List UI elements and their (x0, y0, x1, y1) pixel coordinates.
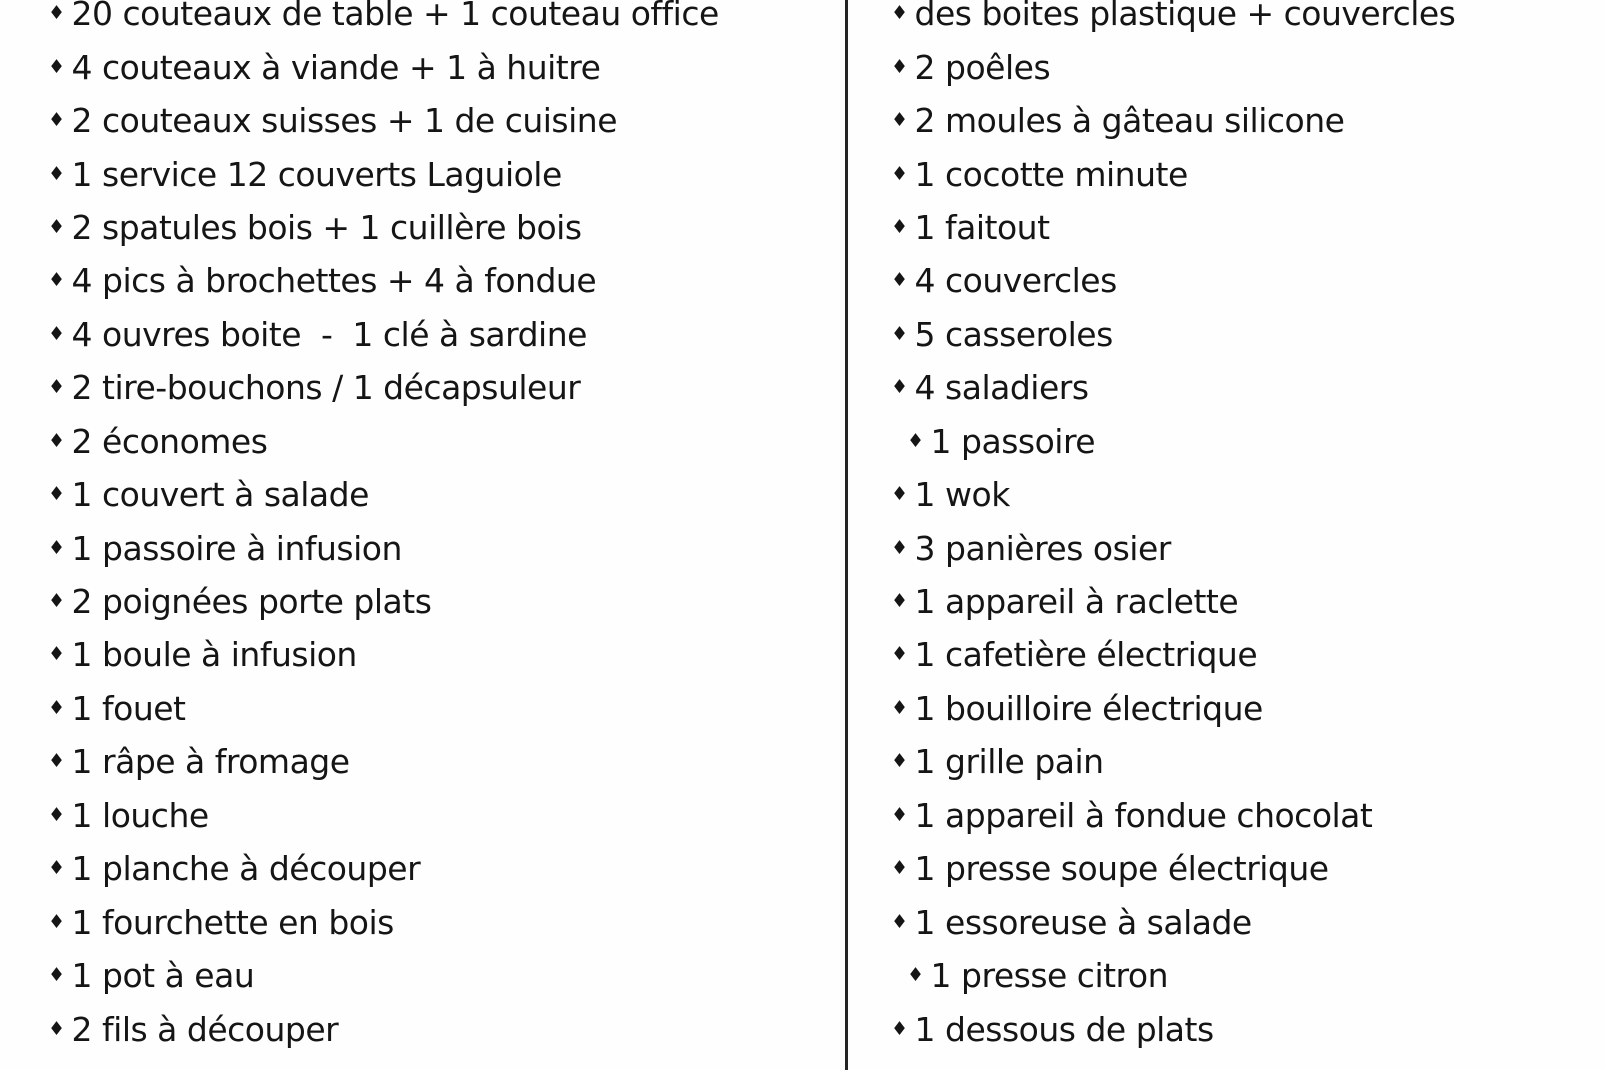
list-item (891, 895, 1455, 948)
list-item-text: 4 pics à brochettes + 4 à fondue (71, 261, 597, 301)
list-item-text: 4 saladiers (914, 368, 1089, 408)
bullet-icon: ♦ (48, 109, 65, 132)
list-item (48, 254, 719, 307)
bullet-icon: ♦ (891, 803, 908, 826)
bullet-icon: ♦ (48, 590, 65, 613)
bullet-icon: ♦ (48, 162, 65, 185)
list-item (48, 789, 719, 842)
list-item-text: 2 moules à gâteau silicone (914, 101, 1345, 141)
list-item (48, 628, 719, 681)
list-item-text: 1 service 12 couverts Laguiole (71, 154, 562, 194)
list-item (48, 147, 719, 200)
bullet-icon: ♦ (891, 376, 908, 399)
list-item (48, 1002, 719, 1055)
list-item-text: 1 planche à découper (71, 849, 421, 889)
list-item (891, 575, 1455, 628)
list-item-text: 1 faitout (914, 207, 1050, 247)
list-item-text: 1 bouilloire électrique (914, 688, 1263, 728)
bullet-icon: ♦ (48, 269, 65, 292)
bullet-icon: ♦ (48, 1017, 65, 1040)
list-item (891, 1002, 1455, 1055)
list-item (48, 361, 719, 414)
list-item-text: des boites plastique + couvercles (914, 0, 1456, 34)
list-item-text: 2 spatules bois + 1 cuillère bois (71, 207, 582, 247)
bullet-icon: ♦ (48, 429, 65, 452)
bullet-icon: ♦ (891, 536, 908, 559)
bullet-icon: ♦ (48, 750, 65, 773)
list-item (891, 628, 1455, 681)
bullet-icon: ♦ (907, 964, 924, 987)
bullet-icon: ♦ (891, 696, 908, 719)
list-item-text: 1 fouet (71, 688, 186, 728)
bullet-icon: ♦ (48, 2, 65, 25)
list-item-text: 1 râpe à fromage (71, 742, 350, 782)
list-item-text: 2 tire-bouchons / 1 décapsuleur (71, 368, 581, 408)
list-item-text: 1 louche (71, 795, 209, 835)
list-item (48, 949, 719, 1002)
list-item-text: 1 presse soupe électrique (914, 849, 1329, 889)
bullet-icon: ♦ (891, 483, 908, 506)
list-item (891, 147, 1455, 200)
bullet-icon: ♦ (891, 55, 908, 78)
list-item (907, 415, 1455, 468)
list-item-text: 1 grille pain (914, 742, 1104, 782)
list-item-text: 1 boule à infusion (71, 635, 357, 675)
list-item (891, 94, 1455, 147)
list-item-text: 1 essoreuse à salade (914, 902, 1252, 942)
left-column-list (48, 0, 719, 1056)
list-item (891, 361, 1455, 414)
list-item-text: 1 passoire (930, 421, 1096, 461)
list-item-text: 1 presse citron (930, 956, 1169, 996)
list-item (48, 201, 719, 254)
list-item (48, 521, 719, 574)
list-item (891, 0, 1455, 40)
list-item (891, 842, 1455, 895)
list-item-text: 1 fourchette en bois (71, 902, 394, 942)
list-item (891, 40, 1455, 93)
list-item-text: 4 couvercles (914, 261, 1117, 301)
bullet-icon: ♦ (891, 590, 908, 613)
bullet-icon: ♦ (48, 910, 65, 933)
bullet-icon: ♦ (48, 964, 65, 987)
list-item-text: 2 poêles (914, 47, 1051, 87)
list-item (891, 735, 1455, 788)
bullet-icon: ♦ (907, 429, 924, 452)
list-item-text: 1 appareil à fondue chocolat (914, 795, 1373, 835)
list-item (891, 682, 1455, 735)
list-item (48, 895, 719, 948)
list-item-text: 1 dessous de plats (914, 1009, 1214, 1049)
bullet-icon: ♦ (891, 109, 908, 132)
bullet-icon: ♦ (891, 910, 908, 933)
list-item-text: 2 couteaux suisses + 1 de cuisine (71, 101, 617, 141)
bullet-icon: ♦ (891, 322, 908, 345)
list-item-text: 1 pot à eau (71, 956, 255, 996)
right-column-list (891, 0, 1455, 1056)
bullet-icon: ♦ (891, 1017, 908, 1040)
list-item (48, 468, 719, 521)
bullet-icon: ♦ (48, 322, 65, 345)
bullet-icon: ♦ (891, 162, 908, 185)
bullet-icon: ♦ (891, 643, 908, 666)
bullet-icon: ♦ (891, 2, 908, 25)
list-item-text: 5 casseroles (914, 314, 1113, 354)
bullet-icon: ♦ (48, 857, 65, 880)
list-item-text: 3 panières osier (914, 528, 1171, 568)
list-item-text: 1 couvert à salade (71, 475, 369, 515)
bullet-icon: ♦ (48, 215, 65, 238)
list-item-text: 1 passoire à infusion (71, 528, 402, 568)
bullet-icon: ♦ (48, 803, 65, 826)
list-item-text: 1 wok (914, 475, 1010, 515)
list-item (48, 735, 719, 788)
bullet-icon: ♦ (48, 483, 65, 506)
bullet-icon: ♦ (48, 643, 65, 666)
list-item (48, 40, 719, 93)
list-item (891, 468, 1455, 521)
bullet-icon: ♦ (48, 696, 65, 719)
list-item (48, 682, 719, 735)
list-item (48, 842, 719, 895)
list-item-text: 1 cocotte minute (914, 154, 1188, 194)
list-item-text: 2 poignées porte plats (71, 582, 432, 622)
list-item-text: 4 couteaux à viande + 1 à huitre (71, 47, 601, 87)
list-item (891, 789, 1455, 842)
list-item-text: 2 fils à découper (71, 1009, 339, 1049)
list-item-text: 1 cafetière électrique (914, 635, 1258, 675)
bullet-icon: ♦ (891, 269, 908, 292)
list-item (48, 308, 719, 361)
list-item (907, 949, 1455, 1002)
column-divider (845, 0, 848, 1070)
list-item-text: 2 économes (71, 421, 268, 461)
list-item (891, 521, 1455, 574)
bullet-icon: ♦ (891, 750, 908, 773)
bullet-icon: ♦ (48, 536, 65, 559)
bullet-icon: ♦ (891, 857, 908, 880)
list-item (48, 575, 719, 628)
list-item (48, 415, 719, 468)
bullet-icon: ♦ (891, 215, 908, 238)
list-item (891, 254, 1455, 307)
bullet-icon: ♦ (48, 55, 65, 78)
bullet-icon: ♦ (48, 376, 65, 399)
list-item (891, 201, 1455, 254)
list-item (48, 94, 719, 147)
list-item-text: 1 appareil à raclette (914, 582, 1239, 622)
list-item-text: 20 couteaux de table + 1 couteau office (71, 0, 719, 34)
list-item-text: 4 ouvres boite - 1 clé à sardine (71, 314, 587, 354)
list-item (891, 308, 1455, 361)
list-item (48, 0, 719, 40)
